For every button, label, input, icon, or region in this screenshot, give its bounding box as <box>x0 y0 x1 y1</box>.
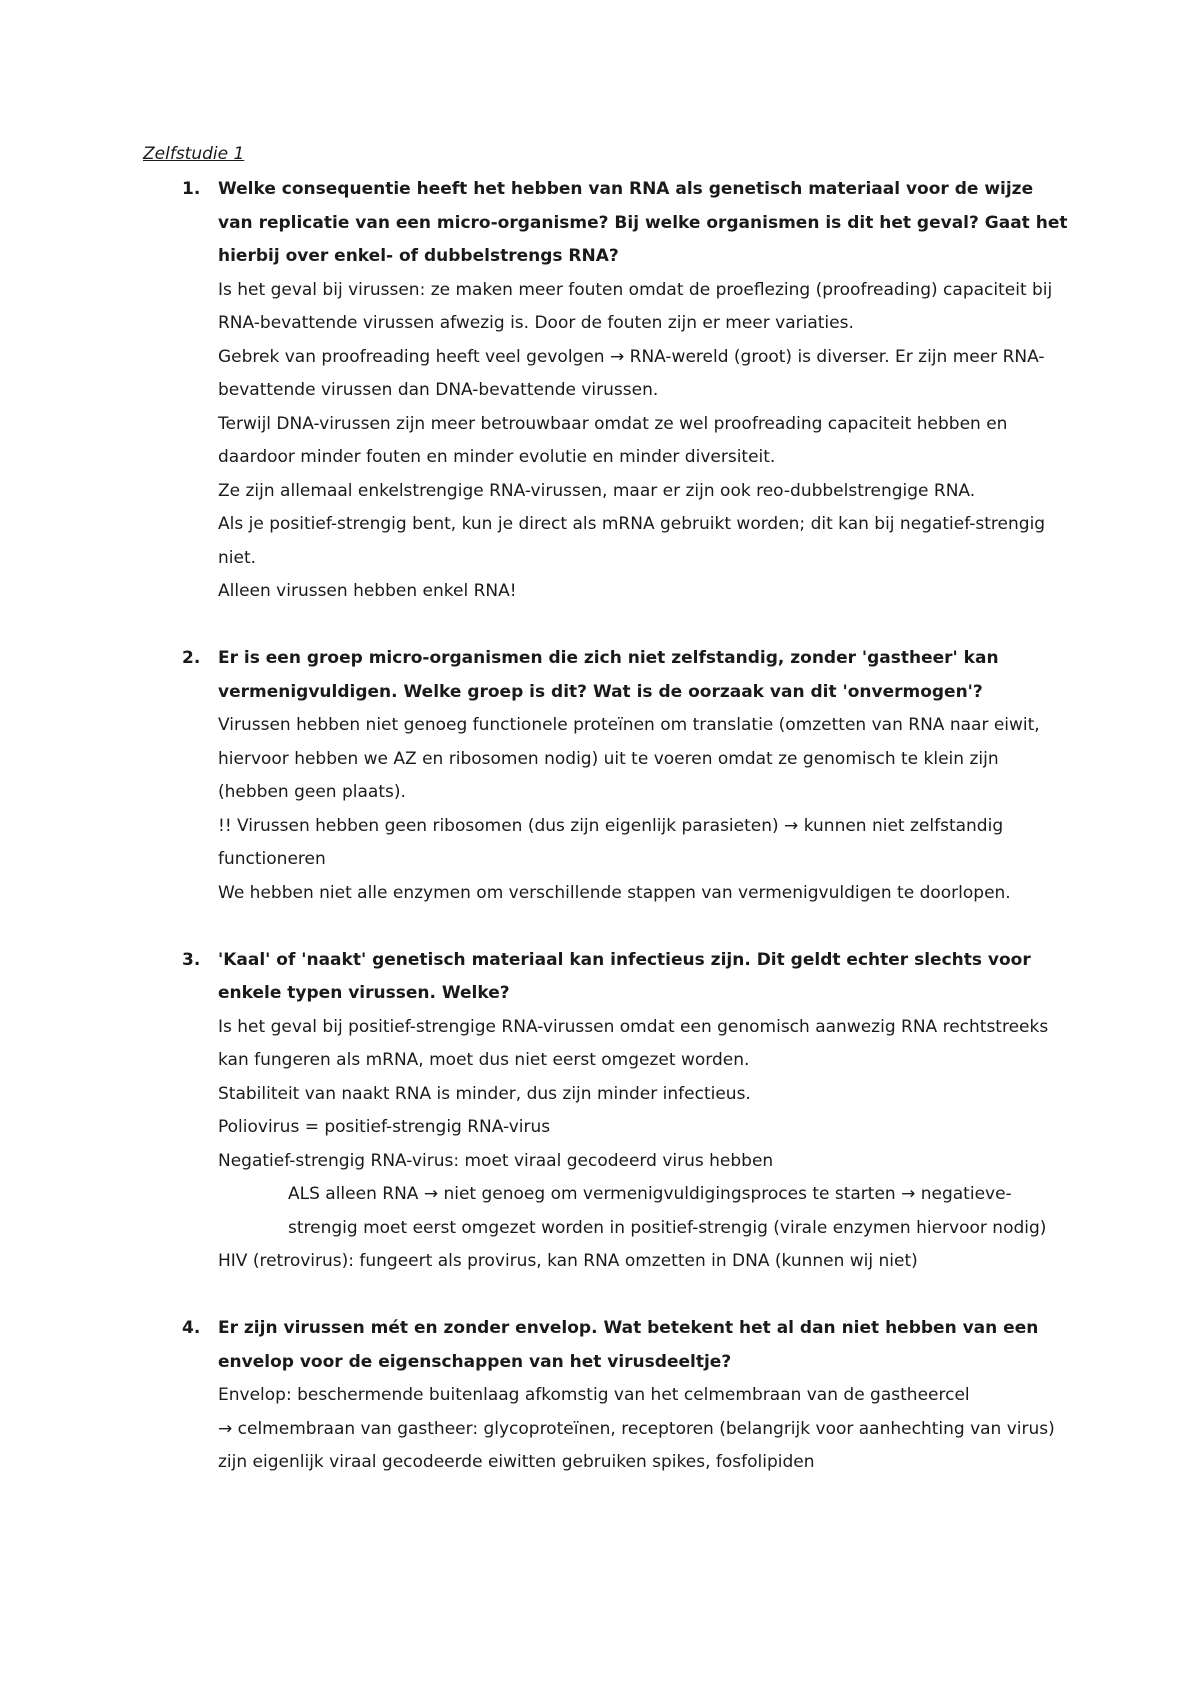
answer-paragraph: Als je positief-strengig bent, kun je direct als mRNA gebruikt worden; dit kan bij negatief-strengig niet. <box>218 514 1046 568</box>
answer-indented-paragraph: ALS alleen RNA → niet genoeg om vermenigvuldigingsproces te starten → negatieve-strengig moet eerst omgezet worden in positief-strengig (virale enzymen hiervoor nodig) <box>288 1184 1047 1238</box>
answer-paragraph: Ze zijn allemaal enkelstrengige RNA-virussen, maar er zijn ook reo-dubbelstrengige RNA. <box>218 480 976 501</box>
question-number: 3. <box>182 949 201 970</box>
question-number: 2. <box>182 648 201 668</box>
question-number: 4. <box>182 1318 201 1338</box>
question-item-3 <box>0 944 1200 1279</box>
answer-paragraph: Envelop: beschermende buitenlaag afkomstig van het celmembraan van de gastheercel <box>218 1385 970 1405</box>
answer-paragraph: We hebben niet alle enzymen om verschillende stappen van vermenigvuldigen te doorlopen. <box>218 882 1011 903</box>
question-number: 1. <box>182 179 201 199</box>
question-item-2 <box>0 642 1200 910</box>
answer-paragraph: Poliovirus = positief-strengig RNA-virus <box>218 1117 551 1137</box>
question-item-4 <box>0 1312 1200 1480</box>
question-text: Er is een groep micro-organismen die zich niet zelfstandig, zonder 'gastheer' kan vermenigvuldigen. Welke groep is dit? Wat is de oorzaak van dit 'onvermogen'? <box>218 648 999 702</box>
question-list <box>0 173 1200 1480</box>
answer-paragraph: Gebrek van proofreading heeft veel gevolgen → RNA-wereld (groot) is diverser. Er zijn meer RNA-bevattende virussen dan DNA-bevattende virussen. <box>218 346 1045 400</box>
answer-paragraph: Is het geval bij virussen: ze maken meer fouten omdat de proeflezing (proofreading) capaciteit bij RNA-bevattende virussen afwezig is. Door de fouten zijn er meer variaties. <box>218 279 1053 333</box>
answer-paragraph: Stabiliteit van naakt RNA is minder, dus zijn minder infectieus. <box>218 1083 751 1104</box>
answer-paragraph: Terwijl DNA-virussen zijn meer betrouwbaar omdat ze wel proofreading capaciteit hebben en daardoor minder fouten en minder evolutie en minder diversiteit. <box>218 413 1008 467</box>
answer-paragraph: Negatief-strengig RNA-virus: moet viraal gecodeerd virus hebben <box>218 1150 774 1171</box>
answer-paragraph: → celmembraan van gastheer: glycoproteïnen, receptoren (belangrijk voor aanhechting van virus) zijn eigenlijk viraal gecodeerde eiwitten gebruiken spikes, fosfolipiden <box>218 1418 1055 1472</box>
question-item-1 <box>0 173 1200 609</box>
question-text: 'Kaal' of 'naakt' genetisch materiaal kan infectieus zijn. Dit geldt echter slechts voor enkele typen virussen. Welke? <box>218 949 1031 1003</box>
answer-paragraph: HIV (retrovirus): fungeert als provirus, kan RNA omzetten in DNA (kunnen wij niet) <box>218 1251 918 1271</box>
document-title: Zelfstudie 1 <box>143 144 245 164</box>
question-text: Er zijn virussen mét en zonder envelop. Wat betekent het al dan niet hebben van een envelop voor de eigenschappen van het virusdeeltje? <box>218 1318 1039 1372</box>
question-text: Welke consequentie heeft het hebben van RNA als genetisch materiaal voor de wijze van replicatie van een micro-organisme? Bij welke organismen is dit het geval? Gaat het hierbij over enkel- of dubbelstrengs RNA? <box>218 179 1068 266</box>
answer-paragraph: !! Virussen hebben geen ribosomen (dus zijn eigenlijk parasieten) → kunnen niet zelfstandig functioneren <box>218 815 1004 869</box>
answer-paragraph: Is het geval bij positief-strengige RNA-virussen omdat een genomisch aanwezig RNA rechtstreeks kan fungeren als mRNA, moet dus niet eerst omgezet worden. <box>218 1016 1049 1070</box>
answer-paragraph: Alleen virussen hebben enkel RNA! <box>218 581 517 601</box>
answer-paragraph: Virussen hebben niet genoeg functionele proteïnen om translatie (omzetten van RNA naar eiwit, hiervoor hebben we AZ en ribosomen nodig) uit te voeren omdat ze genomisch te klein zijn (hebben geen plaats). <box>218 715 1040 802</box>
